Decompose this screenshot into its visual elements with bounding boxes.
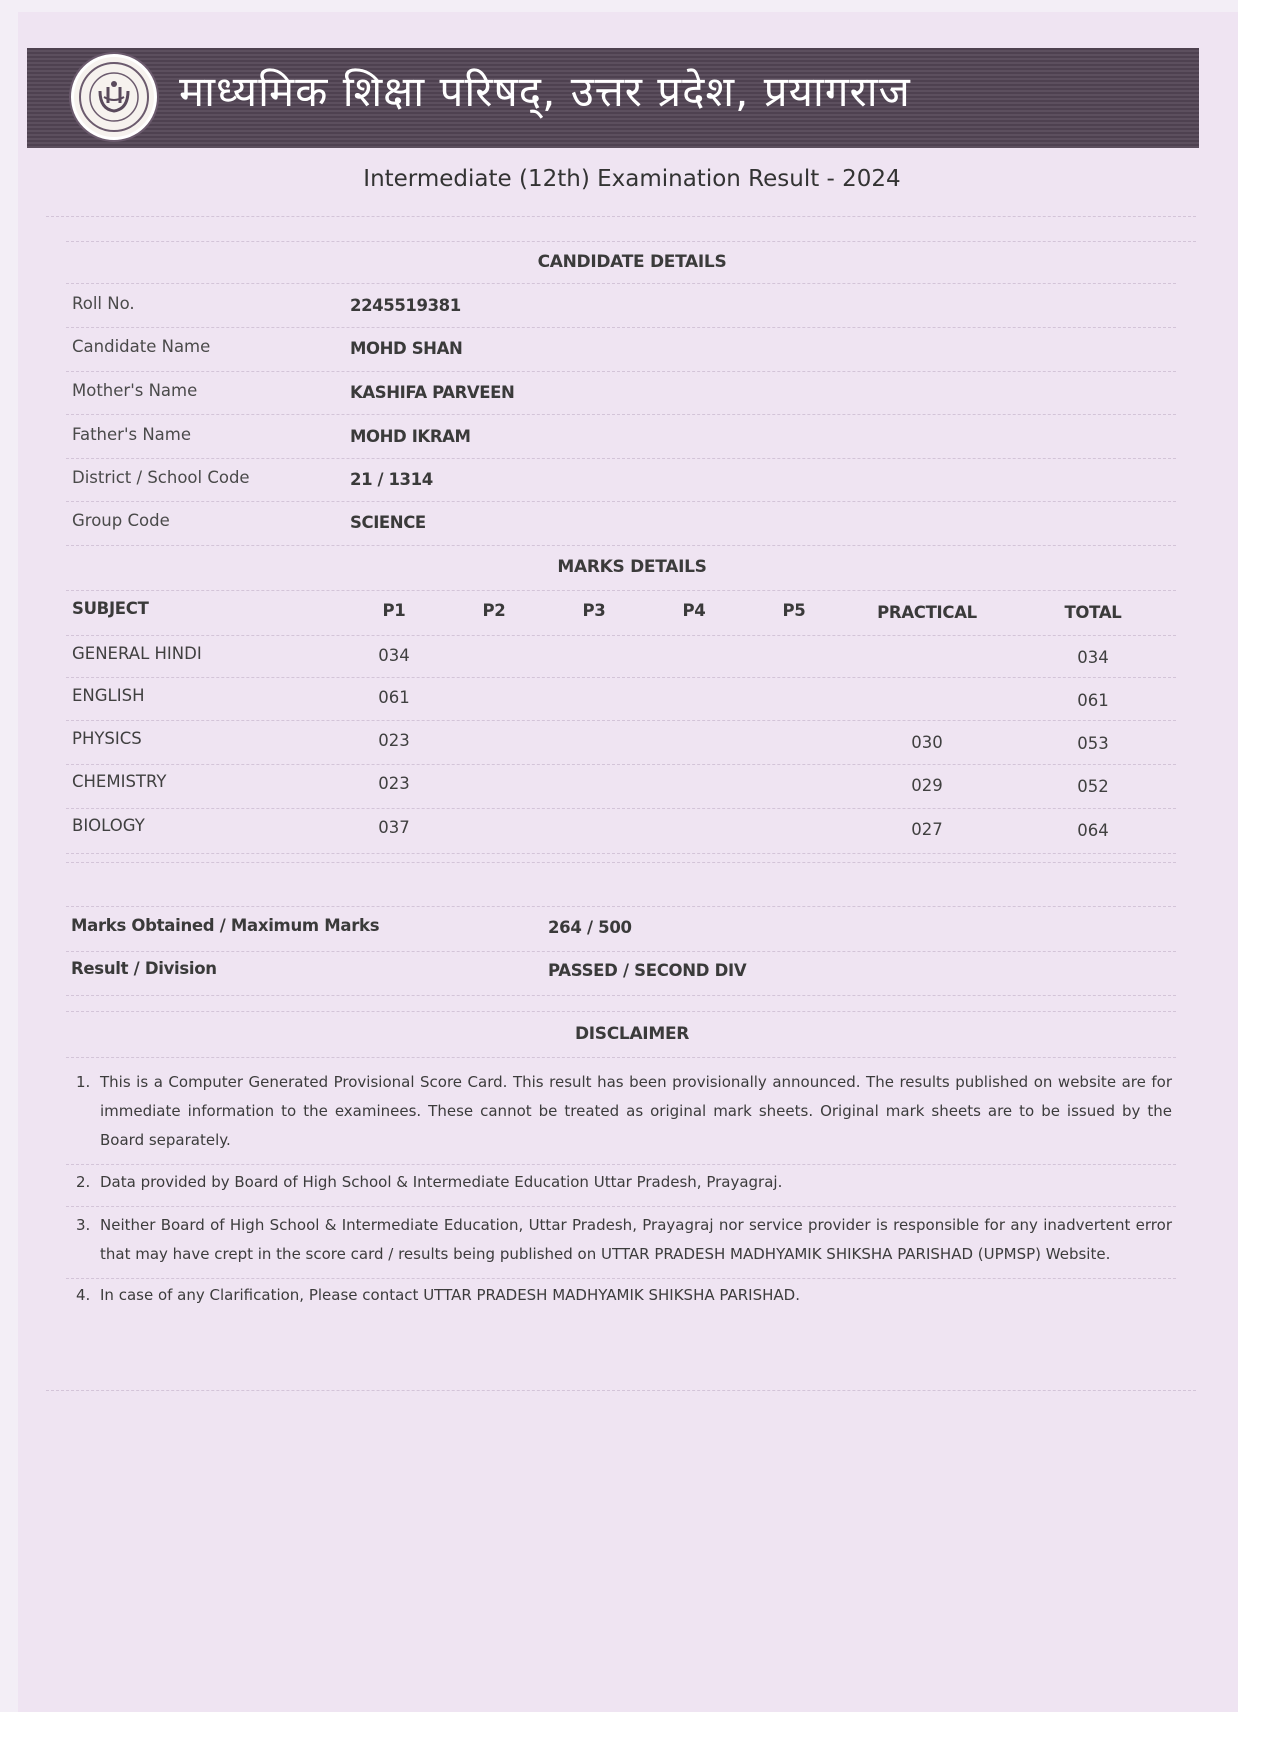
- divider: [46, 216, 1196, 217]
- col-practical: PRACTICAL: [877, 603, 977, 622]
- divider: [66, 327, 1176, 328]
- roll-no-value: 2245519381: [350, 296, 461, 315]
- col-p1: P1: [382, 601, 406, 620]
- subject-english: ENGLISH: [72, 686, 145, 705]
- divider: [66, 808, 1176, 809]
- divider: [66, 458, 1176, 459]
- candidate-name-label: Candidate Name: [72, 337, 211, 356]
- divider: [46, 1390, 1196, 1391]
- marks-obtained-label: Marks Obtained / Maximum Marks: [71, 916, 380, 935]
- disclaimer-number: 4.: [76, 1286, 91, 1304]
- english-p1: 061: [378, 688, 410, 707]
- subject-biology: BIOLOGY: [72, 816, 145, 835]
- chemistry-practical: 029: [911, 776, 943, 795]
- divider: [66, 1164, 1176, 1165]
- mother-name-value: KASHIFA PARVEEN: [350, 383, 515, 402]
- group-code-label: Group Code: [72, 511, 170, 530]
- subject-physics: PHYSICS: [72, 729, 142, 748]
- disclaimer-text: Data provided by Board of High School & Intermediate Education Uttar Pradesh, Prayagraj.: [100, 1173, 783, 1191]
- candidate-name-value: MOHD SHAN: [350, 339, 463, 358]
- group-code-value: SCIENCE: [350, 513, 426, 532]
- disclaimer-number: 2.: [76, 1173, 91, 1191]
- divider: [66, 283, 1176, 284]
- col-p5: P5: [782, 601, 806, 620]
- chemistry-total: 052: [1077, 777, 1109, 796]
- board-title: माध्यमिक शिक्षा परिषद्, उत्तर प्रदेश, प्रयागराज: [179, 67, 911, 116]
- father-name-value: MOHD IKRAM: [350, 427, 471, 446]
- up-government-emblem-icon: [71, 54, 157, 140]
- disclaimer-number: 3.: [76, 1216, 91, 1234]
- page-bottom-margin: [0, 1712, 1264, 1753]
- divider: [66, 853, 1176, 854]
- divider: [66, 906, 1176, 907]
- father-name-label: Father's Name: [72, 425, 192, 444]
- mother-name-label: Mother's Name: [72, 381, 198, 400]
- divider: [66, 862, 1176, 863]
- disclaimer-text: This is a Computer Generated Provisional Score Card. This result has been provisionally announced. The results published on website are for immediate information to the examinees. These cannot be treated as original mark sheets. Original mark sheets are to be issued by the Board separately.: [100, 1073, 1172, 1149]
- result-division-value: PASSED / SECOND DIV: [548, 961, 747, 980]
- divider: [66, 371, 1176, 372]
- divider: [66, 764, 1176, 765]
- subject-chemistry: CHEMISTRY: [72, 772, 167, 791]
- exam-title: Intermediate (12th) Examination Result - 2024: [363, 166, 901, 192]
- candidate-details-heading: CANDIDATE DETAILS: [537, 252, 727, 272]
- divider: [66, 677, 1176, 678]
- divider: [66, 1206, 1176, 1207]
- general-hindi-p1: 034: [378, 646, 410, 665]
- col-subject: SUBJECT: [72, 599, 149, 618]
- physics-p1: 023: [378, 731, 410, 750]
- disclaimer-text: Neither Board of High School & Intermediate Education, Uttar Pradesh, Prayagraj nor service provider is responsible for any inadvertent error that may have crept in the score card / results being published on UTTAR PRADESH MADHYAMIK SHIKSHA PARISHAD (UPMSP) Website.: [100, 1216, 1172, 1263]
- col-p3: P3: [582, 601, 606, 620]
- divider: [66, 590, 1176, 591]
- district-school-code-label: District / School Code: [72, 468, 250, 487]
- divider: [66, 995, 1176, 996]
- divider: [66, 951, 1176, 952]
- biology-total: 064: [1077, 821, 1109, 840]
- english-total: 061: [1077, 691, 1109, 710]
- divider: [66, 545, 1176, 546]
- divider: [66, 501, 1176, 502]
- roll-no-label: Roll No.: [72, 294, 135, 313]
- col-p4: P4: [682, 601, 706, 620]
- divider: [66, 1278, 1176, 1279]
- biology-practical: 027: [911, 820, 943, 839]
- district-school-code-value: 21 / 1314: [350, 470, 433, 489]
- marks-obtained-value: 264 / 500: [548, 918, 632, 937]
- divider: [66, 414, 1176, 415]
- marks-details-heading: MARKS DETAILS: [557, 557, 707, 577]
- disclaimer-number: 1.: [76, 1073, 91, 1091]
- col-total: TOTAL: [1064, 603, 1122, 622]
- general-hindi-total: 034: [1077, 648, 1109, 667]
- divider: [66, 635, 1176, 636]
- disclaimer-heading: DISCLAIMER: [574, 1024, 690, 1044]
- divider: [66, 241, 1196, 242]
- biology-p1: 037: [378, 818, 410, 837]
- divider: [66, 720, 1176, 721]
- col-p2: P2: [482, 601, 506, 620]
- chemistry-p1: 023: [378, 774, 410, 793]
- physics-practical: 030: [911, 733, 943, 752]
- physics-total: 053: [1077, 734, 1109, 753]
- subject-general-hindi: GENERAL HINDI: [72, 644, 202, 663]
- divider: [66, 1057, 1176, 1058]
- disclaimer-text: In case of any Clarification, Please contact UTTAR PRADESH MADHYAMIK SHIKSHA PARISHAD.: [100, 1286, 800, 1304]
- result-division-label: Result / Division: [71, 959, 217, 978]
- header-band: [27, 48, 1199, 148]
- divider: [66, 1011, 1176, 1012]
